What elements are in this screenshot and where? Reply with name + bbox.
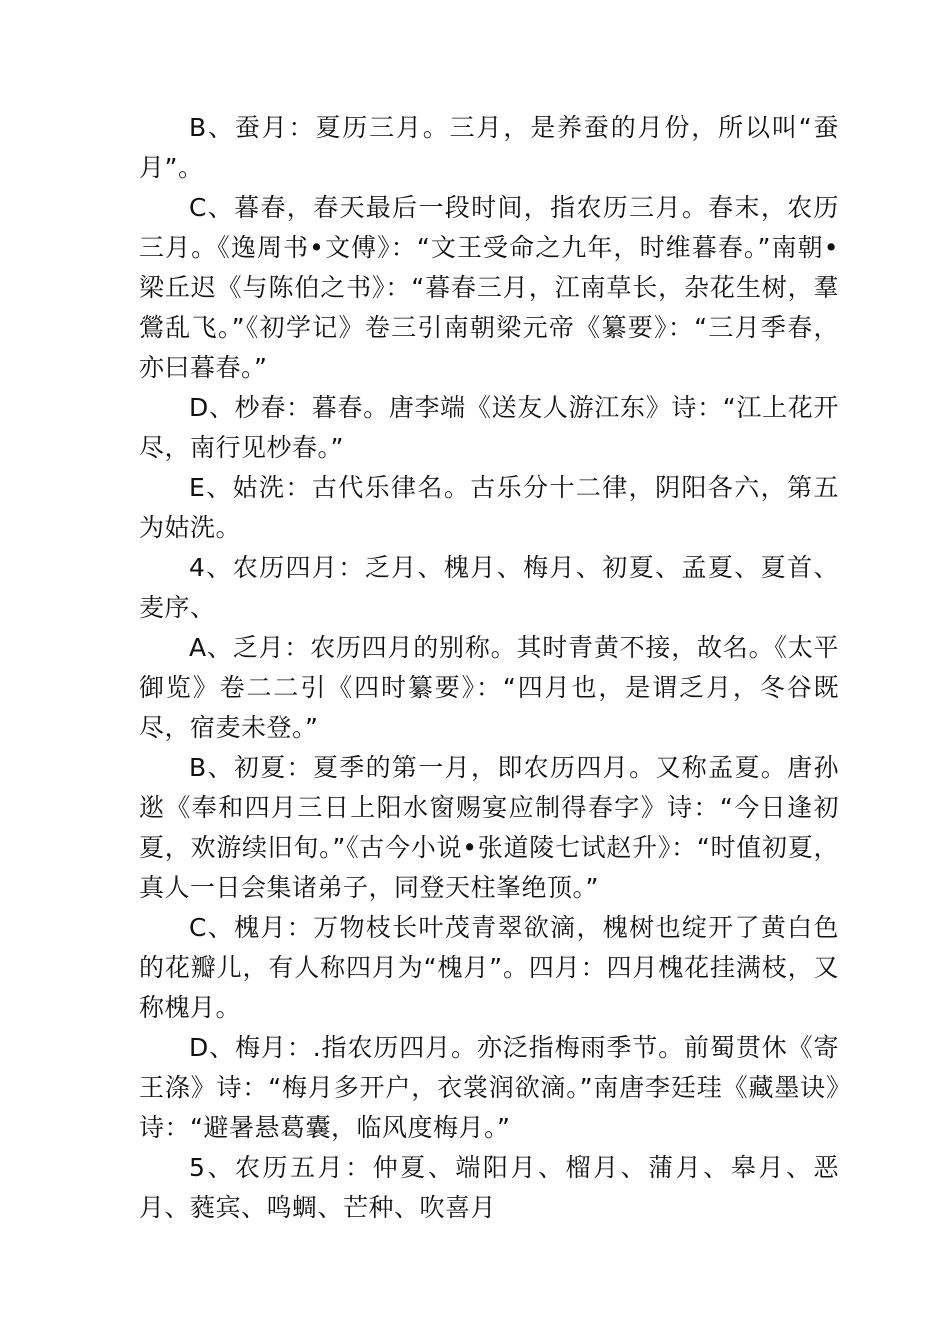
paragraph-fa-yue: A、乏月：农历四月的别称。其时青黄不接，故名。《太平御览》卷二二引《四时纂要》：“四月也，是谓乏月，冬谷既尽，宿麦未登。”: [139, 633, 839, 742]
document-body: [139, 108, 839, 1228]
paragraph-miao-chun: D、杪春：暮春。唐李端《送友人游江东》诗：“江上花开尽，南行见杪春。”: [139, 393, 839, 462]
paragraph-mu-chun: C、暮春，春天最后一段时间，指农历三月。春末，农历三月。《逸周书•文傅》：“文王受命之九年，时维暮春。”南朝•梁丘迟《与陈伯之书》：“暮春三月，江南草长，杂花生树，羣鶯乱飞。”《初学记》卷三引南朝梁元帝《纂要》：“三月季春，亦曰暮春。”: [139, 193, 839, 382]
paragraph-fifth-month-heading: 5、农历五月：仲夏、端阳月、榴月、蒲月、皋月、恶月、蕤宾、鸣蜩、芒种、吹喜月: [139, 1153, 839, 1222]
paragraph-huai-yue: C、槐月：万物枝长叶茂青翠欲滴，槐树也绽开了黄白色的花瓣儿，有人称四月为“槐月”。四月：四月槐花挂满枝，又称槐月。: [139, 913, 839, 1022]
paragraph-fourth-month-heading: 4、农历四月：乏月、槐月、梅月、初夏、孟夏、夏首、麦序、: [139, 553, 839, 622]
paragraph-gu-xi: E、姑洗：古代乐律名。古乐分十二律，阴阳各六，第五为姑洗。: [139, 473, 839, 542]
paragraph-can-yue: B、蚕月：夏历三月。三月，是养蚕的月份，所以叫“蚕月”。: [139, 113, 839, 182]
paragraph-chu-xia: B、初夏：夏季的第一月，即农历四月。又称孟夏。唐孙逖《奉和四月三日上阳水窗赐宴应制得春字》诗：“今日逢初夏，欢游续旧旬。”《古今小说•张道陵七试赵升》：“时值初夏，真人一日会集诸弟子，同登天柱峯绝顶。”: [139, 753, 839, 902]
paragraph-mei-yue: D、梅月：.指农历四月。亦泛指梅雨季节。前蜀贯休《寄王涤》诗：“梅月多开户，衣裳润欲滴。”南唐李廷珪《藏墨诀》诗：“避暑悬葛囊，临风度梅月。”: [139, 1033, 839, 1142]
